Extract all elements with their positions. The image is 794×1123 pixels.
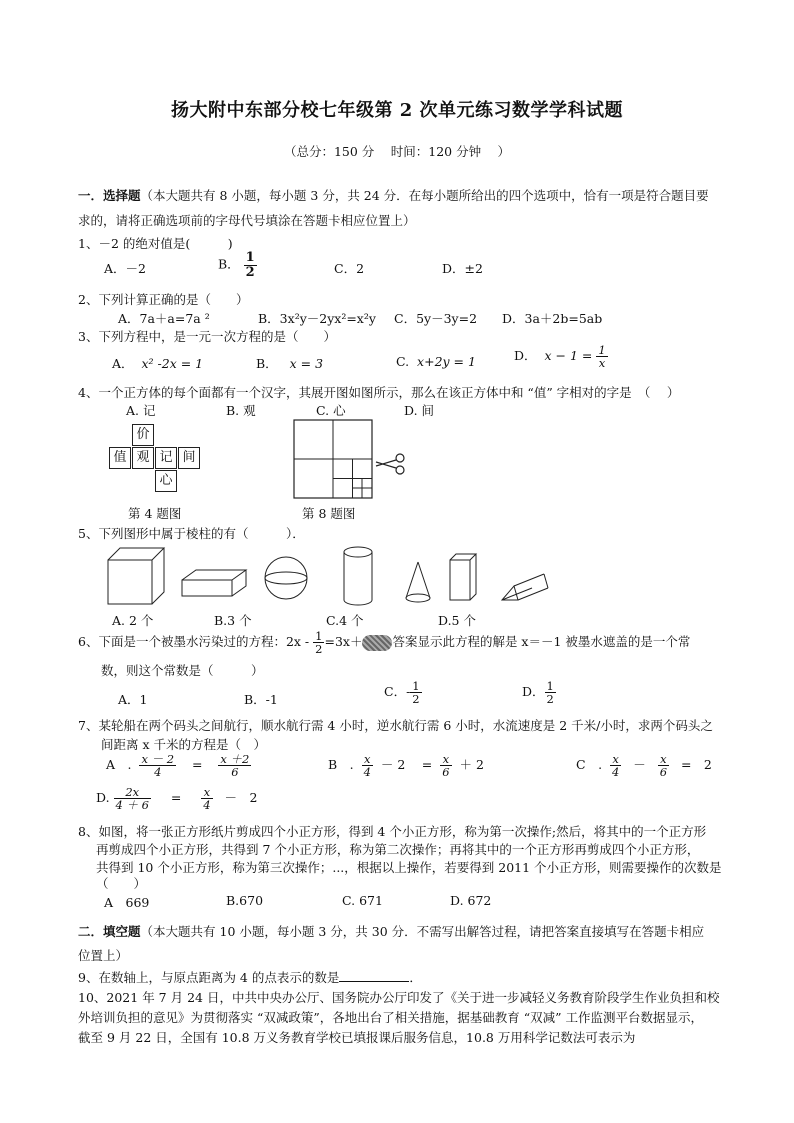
q2-option-c: C．5y－3y=2 (394, 311, 478, 326)
q8-line4: （ ） (96, 876, 147, 891)
section2-heading: 二．填空题 (78, 924, 141, 939)
q4-option-a: A. 记 (126, 403, 156, 418)
q7-b-frac1 (362, 753, 373, 778)
q6-c-den: 2 (412, 692, 420, 707)
q6-stem (78, 630, 690, 655)
q6-c-num: 1 (412, 679, 420, 693)
q7-b-d1: 4 (363, 765, 371, 780)
page-title: 扬大附中东部分校七年级第 2 次单元练习数学学科试题 (170, 100, 624, 121)
q7-b-d2: 6 (442, 765, 450, 780)
q3-option-b-label: B． (256, 356, 278, 371)
q5-stem: 5、下列图形中属于棱柱的有（ ）． (78, 526, 305, 541)
square-prism-shape (450, 554, 476, 600)
q6-stem-line2: 数，则这个常数是（ ） (101, 663, 264, 678)
q7-c-label: C . (576, 757, 603, 773)
q6-option-b: B．-1 (244, 692, 278, 707)
q5-option-a: A. 2 个 (112, 613, 154, 628)
cone-shape (406, 562, 430, 602)
q6-option-d (522, 680, 556, 705)
q7-d-eq: = (170, 790, 182, 806)
q6-stem-post: 答案显示此方程的解是 x＝－1 被墨水遮盖的是一个常 (392, 634, 691, 650)
q6-option-d-label: D． (522, 684, 545, 700)
section1-intro (78, 186, 709, 204)
q7-d-frac2 (201, 786, 212, 811)
q7-d-n1: 2x (114, 786, 151, 799)
q3-stem: 3、下列方程中，是一元一次方程的是（ ） (78, 329, 336, 344)
q2-option-b: B．3x²y－2yx²=x²y (258, 311, 376, 326)
q8-option-b: B.670 (226, 893, 264, 908)
q7-d-label: D. (96, 790, 110, 806)
section2-intro-line2: 位置上） (78, 948, 129, 963)
q7-option-b (328, 753, 484, 778)
q3-option-c (396, 354, 476, 369)
q3-option-c-expr: x+2y = 1 (417, 354, 476, 369)
q6-option-c-label: C．- (384, 684, 411, 700)
q7-b-n2: x (440, 753, 451, 766)
q3-option-a (112, 354, 203, 372)
q10-line3: 截至 9 月 22 日，全国有 10.8 万义务教育学校已填报课后服务信息，10.8 万用科学记数法可表示为 (78, 1030, 636, 1045)
q6-fraction-den: 2 (315, 642, 323, 657)
q2-stem: 2、下列计算正确的是（ ） (78, 292, 249, 307)
q7-c-n1: x (610, 753, 621, 766)
q7-c-mid: － (633, 757, 646, 773)
sphere-shape (265, 557, 307, 599)
net-cell-jia: 价 (132, 424, 154, 446)
q7-c-frac2 (658, 753, 669, 778)
q1-stem: 1、－2 的绝对值是( ) (78, 236, 233, 251)
q5-option-d: D.5 个 (438, 613, 476, 628)
scissors-icon (376, 454, 404, 474)
q7-d-end: － 2 (224, 790, 258, 806)
section2-intro-text: （本大题共有 10 小题，每小题 3 分，共 30 分．不需写出解答过程，请把答案直接填写在答题卡相应 (140, 924, 705, 939)
q3-option-a-label: A． (112, 356, 134, 371)
q6-option-d-fraction (545, 680, 556, 705)
q1-fraction-den: 2 (245, 264, 255, 280)
q1-option-d: D．±2 (442, 261, 483, 276)
q7-a-n2: x ＋2 (220, 752, 250, 766)
q7-option-a (106, 753, 251, 778)
q7-d-d1: 4 ＋ 6 (115, 798, 149, 813)
q10-line2: 外培训负担的意见》为贯彻落实 “双减政策”，各地出台了相关措施，据基础教育 “双减” 工作监测平台数据显示， (78, 1010, 703, 1025)
q10-line1: 10、2021 年 7 月 24 日，中共中央办公厅、国务院办公厅印发了《关于进一步减轻义务教育阶段学生作业负担和校 (78, 990, 720, 1005)
q1-option-a: A．－2 (104, 261, 146, 276)
fig8-caption: 第 8 题图 (302, 506, 356, 521)
section1-heading: 一．选择题 (78, 188, 141, 203)
q7-d-frac1 (114, 786, 151, 811)
q4-option-c: C. 心 (316, 403, 346, 418)
triangular-prism-shape (502, 574, 548, 600)
q7-option-d (96, 786, 257, 811)
cylinder-shape (344, 547, 372, 605)
section2-intro (78, 922, 704, 940)
q6-stem-mid: =3x＋ (324, 634, 363, 650)
q7-stem-line1: 7、某轮船在两个码头之间航行，顺水航行需 4 小时，逆水航行需 6 小时，水流速度是 2 千米/小时，求两个码头之 (78, 718, 713, 733)
cube-shape (108, 548, 164, 604)
q3-option-d-expr: x − 1 = (544, 348, 593, 364)
q3-option-d-label: D． (514, 348, 537, 364)
q1-option-c: C．2 (334, 261, 365, 276)
q7-c-frac1 (610, 753, 621, 778)
q7-a-d1: 4 (154, 765, 162, 780)
section1-intro-text: （本大题共有 8 小题，每小题 3 分，共 24 分．在每小题所给出的四个选项中，恰有一项是符合题目要 (140, 188, 709, 203)
section1-intro-line2: 求的，请将正确选项前的字母代号填涂在答题卡相应位置上） (78, 213, 416, 228)
q3-option-c-label: C. (396, 354, 410, 369)
q4-option-d: D. 间 (404, 403, 435, 418)
q6-option-a: A．1 (118, 692, 148, 707)
net-cell-ji: 记 (155, 447, 177, 469)
q3-option-b-expr: x = 3 (289, 356, 324, 371)
q9-stem-end: ． (409, 970, 422, 985)
q2-option-d: D．3a＋2b=5ab (502, 311, 603, 326)
q6-option-c-fraction (410, 680, 421, 705)
net-cell-zhi: 值 (109, 447, 131, 469)
q7-a-frac2 (218, 753, 251, 778)
q7-b-label: B . (328, 757, 354, 773)
q6-d-num: 1 (546, 679, 554, 693)
q5-option-b: B.3 个 (214, 613, 252, 628)
q3-option-a-expr: x² -2x = 1 (141, 356, 204, 371)
q7-c-d2: 6 (659, 765, 668, 780)
q7-a-d2: 6 (231, 765, 239, 780)
q1-option-b-label: B． (218, 256, 240, 272)
square-division-figure (292, 418, 412, 500)
q8-option-c: C. 671 (342, 893, 383, 908)
q8-option-a: A 669 (104, 895, 150, 910)
exam-info: （总分：150 分 时间：120 分钟 ） (283, 144, 511, 159)
q8-line3: 共得到 10 个小正方形，称为第三次操作；...，根据以上操作，若要得到 2011 个小正方形，则需要操作的次数是 (96, 860, 722, 875)
q6-fraction-num: 1 (315, 629, 323, 643)
q9-answer-blank (339, 969, 409, 982)
q7-a-n1: x － 2 (141, 752, 175, 766)
solids-figure (100, 544, 550, 608)
q1-fraction-num: 1 (245, 250, 255, 265)
q7-b-end: ＋ 2 (459, 757, 484, 773)
q6-stem-pre: 6、下面是一个被墨水污染过的方程：2x - (78, 634, 310, 650)
q6-fraction (313, 630, 324, 655)
q8-line2: 再剪成四个小正方形，共得到 7 个小正方形，称为第二次操作；再将其中的一个正方形再剪成四个小正方形， (96, 842, 700, 857)
q3-option-b (256, 354, 323, 372)
q6-option-c (384, 680, 422, 705)
q7-b-mid: － 2 = (380, 757, 433, 773)
q7-stem-line2: 间距离 x 千米的方程是（ ） (101, 737, 266, 752)
q9-stem-text: 9、在数轴上，与原点距离为 4 的点表示的数是 (78, 970, 340, 985)
net-cell-guan: 观 (132, 447, 154, 469)
q5-option-c: C.4 个 (326, 613, 364, 628)
q7-c-end: = 2 (680, 757, 712, 773)
q3-option-d (514, 344, 608, 369)
q7-b-frac2 (440, 753, 451, 778)
q3-option-d-fraction (596, 344, 607, 369)
fig4-caption: 第 4 题图 (128, 506, 182, 521)
q3-d-den: x (598, 356, 606, 371)
q7-a-frac1 (139, 753, 176, 778)
q2-option-a: A．7a＋a=7a ² (118, 311, 210, 326)
q7-c-d1: 4 (612, 765, 620, 780)
flat-box-shape (182, 570, 246, 596)
q7-c-n2: x (658, 753, 669, 766)
ink-blot (362, 635, 392, 651)
q7-option-c (576, 753, 712, 778)
q3-d-num: 1 (598, 343, 606, 357)
q4-option-b: B. 观 (226, 403, 256, 418)
q4-stem: 4、一个正方体的每个面都有一个汉字，其展开图如图所示，那么在该正方体中和 “值” 字相对的字是 （ ） (78, 385, 680, 400)
q7-a-eq: = (192, 757, 203, 773)
net-cell-jian: 间 (178, 447, 200, 469)
q6-d-den: 2 (546, 692, 554, 707)
q9-stem (78, 968, 422, 986)
q8-option-d: D. 672 (450, 893, 492, 908)
net-cell-xin: 心 (155, 470, 177, 492)
q7-b-n1: x (362, 753, 373, 766)
q7-a-label: A . (106, 757, 132, 773)
q7-d-d2: 4 (203, 798, 211, 813)
q1-option-b (218, 251, 257, 279)
q8-line1: 8、如图，将一张正方形纸片剪成四个小正方形，得到 4 个小正方形，称为第一次操作;然后，将其中的一个正方形 (78, 824, 707, 839)
q7-d-n2: x (201, 786, 212, 799)
q1-fraction (244, 251, 257, 279)
